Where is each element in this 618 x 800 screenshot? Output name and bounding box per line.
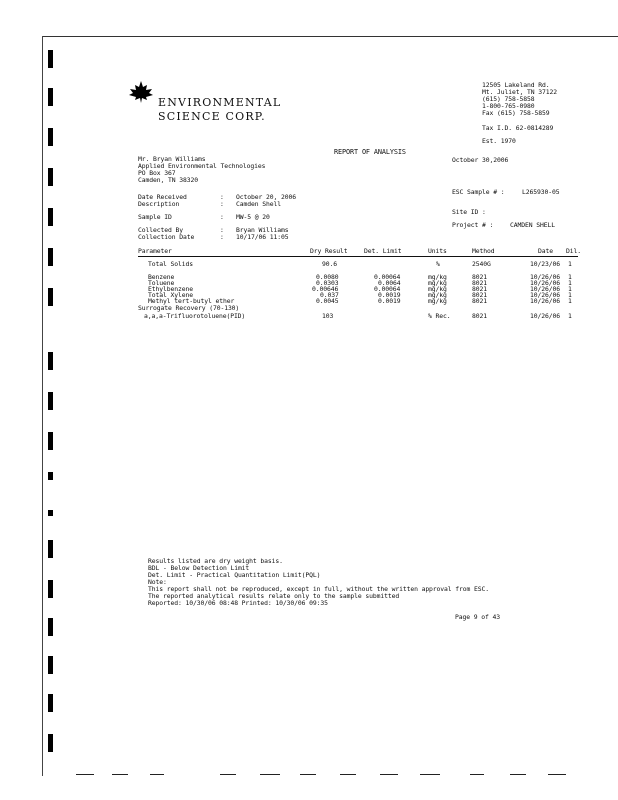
- cell-dry-result: 0.037: [320, 291, 339, 299]
- cell-dil: 1: [568, 297, 572, 305]
- results-table: [138, 247, 581, 328]
- page-top-border: [42, 36, 618, 37]
- cell-units: % Rec.: [428, 312, 451, 320]
- cell-dry-result: 0.0045: [316, 297, 339, 305]
- cell-units: mg/kg: [428, 285, 447, 293]
- cell-dil: 1: [568, 285, 572, 293]
- note-line: This report shall not be reproduced, except in full, without the written approval from ESC.: [148, 585, 490, 593]
- company-address: [482, 82, 557, 117]
- cell-units: mg/kg: [428, 291, 447, 299]
- cell-units: %: [436, 260, 440, 268]
- page-left-border: [42, 36, 43, 776]
- cell-method: 8021: [472, 291, 487, 299]
- maple-leaf-icon: [128, 80, 154, 104]
- report-title: REPORT OF ANALYSIS: [334, 148, 406, 156]
- cell-parameter: Surrogate Recovery (70-130): [138, 304, 240, 312]
- cell-det-limit: 0.0064: [378, 279, 401, 287]
- cell-det-limit: 0.00064: [374, 285, 401, 293]
- company-name-line2: SCIENCE CORP.: [158, 110, 266, 123]
- cell-det-limit: 0.0019: [378, 291, 401, 299]
- cell-date: 10/26/06: [530, 279, 560, 287]
- cell-dil: 1: [568, 273, 572, 281]
- field-sep: :: [220, 200, 224, 208]
- esc-sample-value: L265930-05: [522, 188, 560, 196]
- cell-date: 10/26/06: [530, 297, 560, 305]
- address-line: Mt. Juliet, TN 37122: [482, 88, 557, 96]
- field-value: Camden Shell: [236, 200, 281, 208]
- cell-date: 10/26/06: [530, 312, 560, 320]
- address-line: 1-800-765-0980: [482, 102, 535, 110]
- field-label: Collection Date: [138, 233, 195, 241]
- header-method: Method: [472, 247, 495, 255]
- cell-method: 8021: [472, 273, 487, 281]
- esc-sample-label: ESC Sample # :: [452, 188, 505, 196]
- cell-dil: 1: [568, 260, 572, 268]
- cell-date: 10/26/06: [530, 291, 560, 299]
- cell-det-limit: 0.00064: [374, 273, 401, 281]
- address-line: (615) 758-5858: [482, 95, 535, 103]
- header-units: Units: [428, 247, 447, 255]
- company-logo: [128, 80, 154, 108]
- cell-method: 8021: [472, 285, 487, 293]
- address-line: Fax (615) 758-5859: [482, 109, 550, 117]
- note-line: BDL - Below Detection Limit: [148, 564, 250, 572]
- recipient-address: [138, 156, 265, 184]
- field-value: October 20, 2006: [236, 193, 296, 201]
- field-label: Sample ID: [138, 213, 172, 221]
- note-line: Results listed are dry weight basis.: [148, 557, 283, 565]
- header-parameter: Parameter: [138, 247, 172, 255]
- company-name-line1: ENVIRONMENTAL: [158, 96, 282, 109]
- cell-dil: 1: [568, 312, 572, 320]
- note-line: Det. Limit - Practical Quantitation Limit(PQL): [148, 571, 321, 579]
- cell-dil: 1: [568, 291, 572, 299]
- cell-date: 10/26/06: [530, 273, 560, 281]
- cell-parameter: Benzene: [148, 273, 175, 281]
- cell-units: mg/kg: [428, 297, 447, 305]
- cell-dry-result: 0.00646: [312, 285, 339, 293]
- header-date: Date: [538, 247, 553, 255]
- established: Est. 1970: [482, 137, 516, 145]
- project-label: Project # :: [452, 221, 494, 229]
- cell-parameter: Toluene: [148, 279, 175, 287]
- recipient-line: Mr. Bryan Williams: [138, 155, 206, 163]
- cell-method: 8021: [472, 312, 487, 320]
- header-det-limit: Det. Limit: [364, 247, 402, 255]
- cell-dry-result: 0.0303: [316, 279, 339, 287]
- cell-parameter: Methyl tert-butyl ether: [148, 297, 235, 305]
- recipient-line: Camden, TN 38320: [138, 176, 198, 184]
- cell-units: mg/kg: [428, 273, 447, 281]
- note-line: Reported: 10/30/06 08:48 Printed: 10/30/06 09:35: [148, 599, 328, 607]
- header-rule: [138, 256, 578, 257]
- cell-dry-result: 103: [322, 312, 334, 320]
- project-value: CAMDEN SHELL: [510, 221, 555, 229]
- cell-date: 10/26/06: [530, 285, 560, 293]
- cell-parameter: Ethylbenzene: [148, 285, 193, 293]
- address-line: 12505 Lakeland Rd.: [482, 81, 550, 89]
- field-value: Bryan Williams: [236, 226, 289, 234]
- cell-parameter: a,a,a-Trifluorotoluene(PID): [144, 312, 246, 320]
- cell-dil: 1: [568, 279, 572, 287]
- cell-method: 8021: [472, 297, 487, 305]
- recipient-line: PO Box 367: [138, 169, 176, 177]
- field-sep: :: [220, 233, 224, 241]
- report-notes: [148, 558, 489, 607]
- header-dil: Dil.: [566, 247, 581, 255]
- cell-date: 10/23/06: [530, 260, 560, 268]
- report-date: October 30,2006: [452, 156, 509, 164]
- cell-method: 2540G: [472, 260, 491, 268]
- site-id-label: Site ID :: [452, 208, 486, 216]
- field-sep: :: [220, 213, 224, 221]
- field-label: Collected By: [138, 226, 183, 234]
- field-sep: :: [220, 193, 224, 201]
- recipient-line: Applied Environmental Technologies: [138, 162, 266, 170]
- field-label: Description: [138, 200, 180, 208]
- cell-det-limit: 0.0019: [378, 297, 401, 305]
- cell-parameter: Total Xylene: [148, 291, 193, 299]
- cell-method: 8021: [472, 279, 487, 287]
- cell-dry-result: 90.6: [322, 260, 337, 268]
- field-value: MW-5 @ 20: [236, 213, 270, 221]
- note-line: The reported analytical results relate only to the sample submitted: [148, 592, 400, 600]
- field-sep: :: [220, 226, 224, 234]
- cell-units: mg/kg: [428, 279, 447, 287]
- cell-dry-result: 0.0080: [316, 273, 339, 281]
- field-label: Date Received: [138, 193, 187, 201]
- tax-id: Tax I.D. 62-0814289: [482, 124, 554, 132]
- header-dry-result: Dry Result: [310, 247, 348, 255]
- page-number: Page 9 of 43: [455, 613, 500, 621]
- field-value: 10/17/06 11:05: [236, 233, 289, 241]
- note-line: Note:: [148, 578, 167, 586]
- cell-parameter: Total Solids: [148, 260, 193, 268]
